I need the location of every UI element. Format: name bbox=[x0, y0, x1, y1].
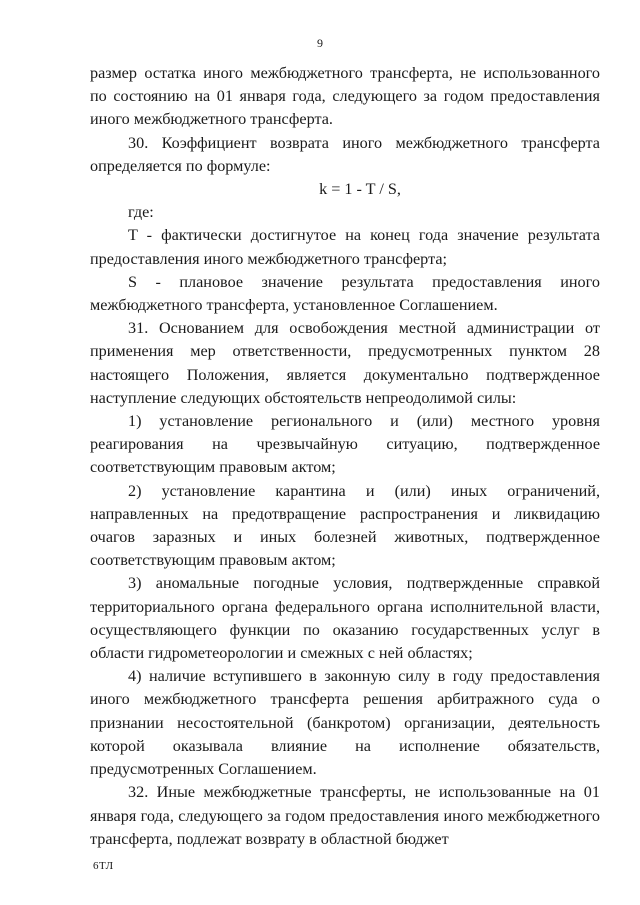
paragraph-31: 31. Основанием для освобождения местной администрации от применения мер ответственности, предусмотренных пунктом 28 настоящего Положения, является документально подтвержденное наступление следующих обстоятельств непреодолимой силы: bbox=[90, 319, 600, 407]
formula: k = 1 - T / S, bbox=[319, 180, 401, 199]
paragraph-continuation: размер остатка иного межбюджетного трансферта, не использованного по состоянию на 01 января года, следующего за годом предоставления иного межбюджетного трансферта. bbox=[90, 64, 600, 129]
list-item-4: 4) наличие вступившего в законную силу в году предоставления иного межбюджетного трансферта решения арбитражного суда о признании несостоятельной (банкротом) организации, деятельность которой оказывала влияние на исполнение обязательств, предусмотренных Соглашением. bbox=[90, 667, 600, 779]
list-item-3: 3) аномальные погодные условия, подтвержденные справкой территориального органа федерального органа исполнительной власти, осуществляющего функции по оказанию государственных услуг в области гидрометеорологии и смежных с ней областях; bbox=[90, 574, 600, 663]
paragraph-32: 32. Иные межбюджетные трансферты, не использованные на 01 января года, следующего за годом предоставления иного межбюджетного трансферта, подлежат возврату в областной бюджет bbox=[90, 783, 600, 848]
page-number: 9 bbox=[317, 36, 323, 50]
paragraph-30: 30. Коэффициент возврата иного межбюджетного трансферта определяется по формуле: bbox=[90, 133, 600, 175]
document-body bbox=[90, 62, 600, 851]
where-label: где: bbox=[128, 203, 154, 222]
list-item-2: 2) установление карантина и (или) иных ограничений, направленных на предотвращение распространения и ликвидацию очагов заразных и иных болезней животных, подтвержденное соответствующим правовым актом; bbox=[90, 481, 600, 570]
list-item-1: 1) установление регионального и (или) местного уровня реагирования на чрезвычайную ситуацию, подтвержденное соответствующим правовым актом; bbox=[90, 412, 600, 477]
definition-t: T - фактически достигнутое на конец года значение результата предоставления иного межбюджетного трансферта; bbox=[90, 226, 600, 268]
document-code: 6ТЛ bbox=[93, 860, 114, 872]
definition-s: S - плановое значение результата предоставления иного межбюджетного трансферта, установленное Соглашением. bbox=[90, 272, 600, 315]
